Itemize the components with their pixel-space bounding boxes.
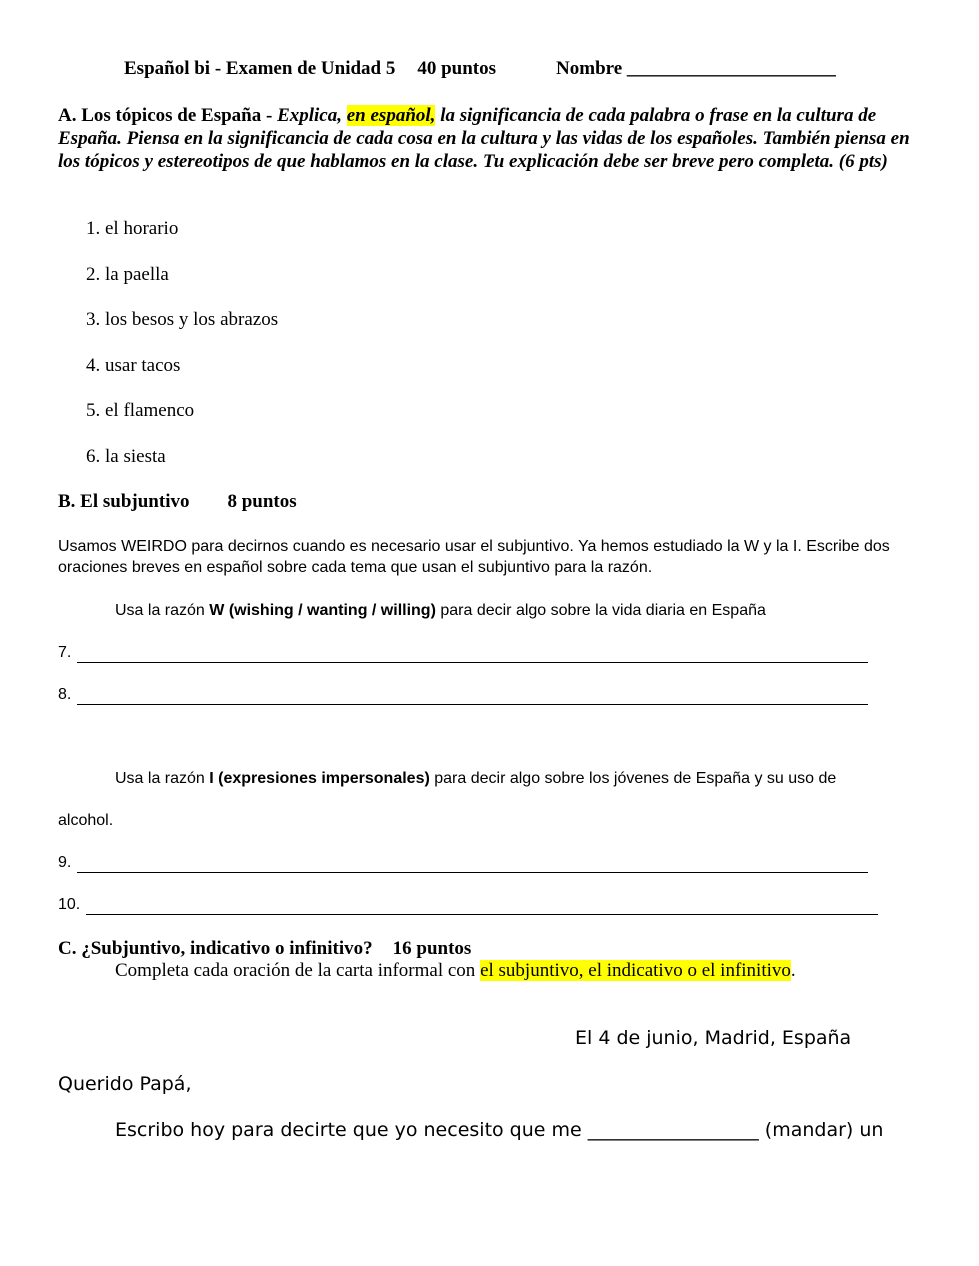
- i-instruction-post: para decir algo sobre los jóvenes de España y su uso de: [429, 770, 837, 787]
- w-instruction-post: para decir algo sobre la vida diaria en España: [435, 602, 766, 619]
- i-instruction-continued: alcohol.: [58, 812, 114, 829]
- list-item: 1. el horario: [86, 218, 179, 239]
- section-c-instr-post: .: [790, 960, 796, 981]
- exam-points: 40 puntos: [417, 58, 497, 79]
- question-10-number: 10.: [58, 896, 81, 913]
- section-c-title: C. ¿Subjuntivo, indicativo o infinitivo?: [58, 938, 373, 959]
- section-a-heading: A. Los tópicos de España -: [58, 105, 278, 126]
- letter-sentence-1: [115, 1119, 883, 1141]
- letter-sentence-pre: Escribo hoy para decirte que yo necesito que me: [115, 1119, 588, 1141]
- letter-greeting: Querido Papá,: [58, 1073, 192, 1095]
- list-item: 5. el flamenco: [86, 400, 195, 421]
- question-7-number: 7.: [58, 644, 72, 661]
- section-c-instr-pre: Completa cada oración de la carta informal con: [115, 960, 481, 981]
- i-instruction: [115, 770, 836, 788]
- w-instruction-bold: W (wishing / wanting / willing): [209, 602, 436, 619]
- list-item: 6. la siesta: [86, 446, 166, 467]
- letter-date: El 4 de junio, Madrid, España: [575, 1027, 852, 1049]
- question-8-answer-line[interactable]: [77, 704, 868, 705]
- question-10-answer-line[interactable]: [86, 914, 878, 915]
- w-instruction-pre: Usa la razón: [115, 602, 210, 619]
- w-instruction: [115, 602, 766, 620]
- exam-title: Español bi - Examen de Unidad 5: [124, 58, 396, 79]
- question-9-answer-line[interactable]: [77, 872, 868, 873]
- name-field[interactable]: Nombre ______________________: [556, 58, 836, 79]
- question-9-number: 9.: [58, 854, 72, 871]
- list-item: 4. usar tacos: [86, 355, 181, 376]
- section-b-points: 8 puntos: [227, 491, 297, 512]
- section-b-heading: [58, 491, 297, 513]
- section-c-heading: [58, 938, 471, 960]
- letter-sentence-post: (mandar) un: [758, 1119, 884, 1141]
- section-a-instructions: [58, 104, 918, 173]
- list-item: 3. los besos y los abrazos: [86, 309, 279, 330]
- section-a-instr-part1: Explica,: [277, 105, 347, 126]
- section-c-highlight: el subjuntivo, el indicativo o el infinitivo: [480, 960, 791, 981]
- section-c-points: 16 puntos: [392, 938, 472, 959]
- section-b-title: B. El subjuntivo: [58, 491, 190, 512]
- letter-blank-1[interactable]: __________________: [587, 1119, 759, 1141]
- list-item: 2. la paella: [86, 264, 169, 285]
- exam-header: [124, 58, 836, 80]
- question-8-number: 8.: [58, 686, 72, 703]
- section-c-instructions: [115, 960, 796, 982]
- section-a-highlight: en español,: [346, 105, 436, 126]
- i-instruction-pre: Usa la razón: [115, 770, 210, 787]
- i-instruction-bold: I (expresiones impersonales): [209, 770, 430, 787]
- question-7-answer-line[interactable]: [77, 662, 868, 663]
- section-a-instr-part2: la significancia de cada palabra o frase en la cultura de España. Piensa en la significancia de cada cosa en la cultura y las vidas de los españoles. También piensa en los tópicos y estereotipos de que hablamos en la clase. Tu explicación debe ser breve pero completa. (6 pts): [58, 105, 910, 172]
- section-b-intro: Usamos WEIRDO para decirnos cuando es necesario usar el subjuntivo. Ya hemos estudiado la W y la I. Escribe dos oraciones breves en español sobre cada tema que usan el subjuntivo para la razón.: [58, 538, 890, 576]
